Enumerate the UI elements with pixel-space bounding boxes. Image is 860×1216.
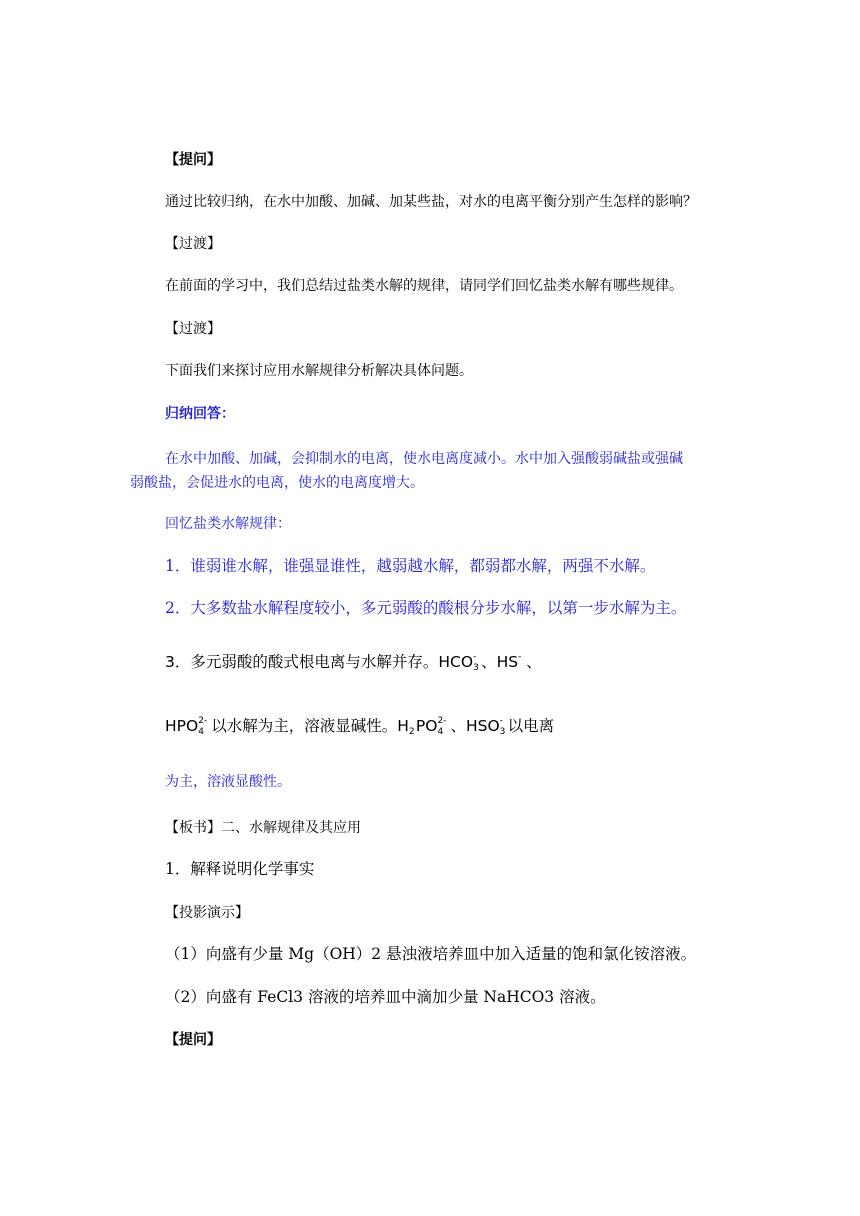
rule-1: 1．谁弱谁水解，谁强显谁性，越弱越水解，都弱都水解，两强不水解。	[165, 557, 656, 575]
rule-3-line-2: HPO 2- 4 以水解为主，溶液显碱性。H 2 PO 2- 4 、HSO - 3 以电离	[165, 716, 555, 737]
rule-3-line-3: 为主，溶液显酸性。	[165, 774, 291, 790]
rule-2: 2．大多数盐水解程度较小，多元弱酸的酸根分步水解，以第一步水解为主。	[165, 599, 687, 617]
transition-heading-1: 【过渡】	[165, 236, 221, 252]
board-heading: 【板书】二、水解规律及其应用	[165, 820, 361, 836]
formula-hco3: HCO - 3	[438, 652, 479, 673]
answer-heading: 归纳回答：	[165, 406, 235, 422]
projection-heading: 【投影演示】	[165, 905, 249, 921]
question-heading-2: 【提问】	[165, 1032, 221, 1048]
formula-h2po4: H 2 PO 2- 4	[397, 716, 447, 737]
rule-3-line-1: 3．多元弱酸的酸式根电离与水解并存。HCO - 3 、HS - 、	[165, 652, 542, 673]
formula-hso3: HSO - 3	[465, 716, 506, 737]
demo-2: （2）向盛有 FeCl3 溶液的培养皿中滴加少量 NaHCO3 溶液。	[165, 988, 606, 1006]
transition-heading-2: 【过渡】	[165, 321, 221, 337]
answer-paragraph-line-1: 在水中加酸、加碱，会抑制水的电离，使水电离度减小。水中加入强酸弱碱盐或强碱	[165, 451, 683, 467]
rule-3-lead: 3．多元弱酸的酸式根电离与水解并存。	[165, 653, 439, 671]
answer-paragraph-line-2: 弱酸盐，会促进水的电离，使水的电离度增大。	[130, 475, 424, 491]
transition-text-1: 在前面的学习中，我们总结过盐类水解的规律，请同学们回忆盐类水解有哪些规律。	[165, 278, 683, 294]
demo-1: （1）向盛有少量 Mg（OH）2 悬浊液培养皿中加入适量的饱和氯化铵溶液。	[165, 945, 697, 963]
formula-hpo4: HPO 2- 4	[165, 716, 208, 737]
question-text-1: 通过比较归纳，在水中加酸、加碱、加某些盐，对水的电离平衡分别产生怎样的影响？	[165, 194, 697, 210]
recall-heading: 回忆盐类水解规律：	[165, 516, 291, 532]
transition-text-2: 下面我们来探讨应用水解规律分析解决具体问题。	[165, 363, 473, 379]
question-heading-1: 【提问】	[165, 152, 221, 168]
section-1-title: 1．解释说明化学事实	[165, 860, 315, 878]
formula-hs: HS -	[496, 652, 522, 671]
